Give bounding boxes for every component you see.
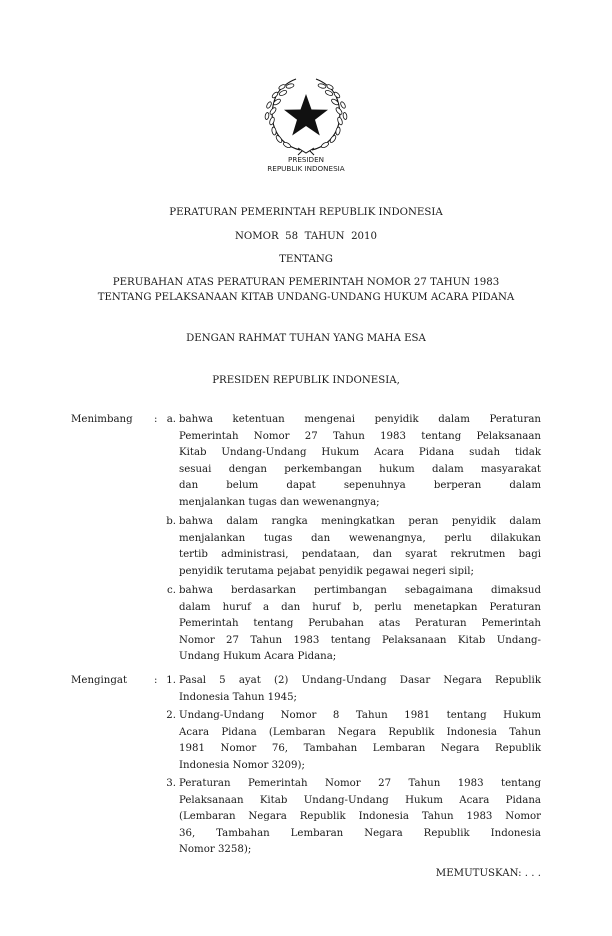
mengingat-marker-3: 3. [166, 778, 176, 789]
title-subject-line1: PERUBAHAN ATAS PERATURAN PEMERINTAH NOMOR 27 TAHUN 1983 [112, 277, 500, 288]
mengingat-marker-1: 1. [166, 675, 176, 686]
continuation-marker: MEMUTUSKAN: . . . [435, 868, 541, 879]
mengingat-label: Mengingat [71, 675, 128, 686]
emblem-caption-presiden: PRESIDEN [287, 155, 324, 164]
emblem-caption-republik: REPUBLIK INDONESIA [267, 164, 345, 173]
text-line: Undang Hukum Acara Pidana; [179, 651, 337, 663]
menimbang-marker-a: a. [166, 414, 176, 425]
text-line: 36, Tambahan Lembaran Negara Republik Indonesia [179, 827, 541, 839]
menimbang-label: Menimbang [71, 414, 133, 425]
text-line: Pemerintah Nomor 27 Tahun 1983 tentang Pelaksanaan [179, 430, 541, 442]
text-line: dan belum dapat sepenuhnya berperan dalam [179, 480, 541, 492]
text-line: tertib administrasi, pendataan, dan syarat rekrutmen bagi [179, 549, 541, 561]
preamble-presiden: PRESIDEN REPUBLIK INDONESIA, [212, 375, 400, 386]
text-line: Peraturan Pemerintah Nomor 27 Tahun 1983 tentang [179, 778, 541, 789]
text-line: Pemerintah tentang Perubahan atas Peraturan Pemerintah [179, 618, 541, 630]
text-line: Indonesia Nomor 3209); [179, 759, 305, 771]
title-number: NOMOR 58 TAHUN 2010 [234, 231, 378, 242]
menimbang-item-b [179, 514, 541, 580]
mengingat-colon: : [154, 675, 158, 686]
text-line: Pasal 5 ayat (2) Undang-Undang Dasar Negara Republik [179, 675, 541, 686]
text-line: Nomor 27 Tahun 1983 tentang Pelaksanaan Kitab Undang- [179, 634, 541, 646]
text-line: menjalankan tugas dan wewenangnya; [179, 496, 380, 508]
text-line: Pelaksanaan Kitab Undang-Undang Hukum Acara Pidana [179, 794, 541, 806]
title-subject-line2: TENTANG PELAKSANAAN KITAB UNDANG-UNDANG HUKUM ACARA PIDANA [97, 292, 515, 303]
text-line: Indonesia Tahun 1945; [179, 691, 297, 703]
text-line: Undang-Undang Nomor 8 Tahun 1981 tentang Hukum [179, 710, 541, 721]
text-line: Nomor 3258); [179, 844, 252, 856]
text-line: menjalankan tugas dan wewenangnya, perlu dilakukan [179, 532, 541, 544]
menimbang-marker-b: b. [166, 516, 176, 527]
preamble-rahmat: DENGAN RAHMAT TUHAN YANG MAHA ESA [186, 333, 426, 344]
text-line: 1981 Nomor 76, Tambahan Lembaran Negara Republik [179, 743, 541, 755]
menimbang-colon: : [154, 414, 158, 425]
text-line: Acara Pidana (Lembaran Negara Republik Indonesia Tahun [179, 726, 541, 738]
menimbang-item-a [179, 412, 541, 512]
title-regulation: PERATURAN PEMERINTAH REPUBLIK INDONESIA [169, 207, 443, 218]
mengingat-item-1 [179, 673, 541, 706]
text-line: penyidik terutama pejabat penyidik pegawai negeri sipil; [179, 565, 474, 577]
menimbang-marker-c: c. [167, 585, 176, 596]
text-line: bahwa berdasarkan pertimbangan sebagaimana dimaksud [179, 585, 541, 596]
text-line: dalam huruf a dan huruf b, perlu menetapkan Peraturan [179, 601, 541, 613]
text-line: (Lembaran Negara Republik Indonesia Tahun 1983 Nomor [179, 811, 541, 823]
text-line: bahwa dalam rangka meningkatkan peran penyidik dalam [179, 516, 541, 527]
text-line: sesuai dengan perkembangan hukum dalam masyarakat [179, 463, 541, 475]
mengingat-item-3 [179, 776, 541, 859]
presidential-emblem-icon [262, 76, 350, 156]
title-tentang: TENTANG [279, 254, 333, 265]
menimbang-item-c [179, 583, 541, 666]
text-line: bahwa ketentuan mengenai penyidik dalam Peraturan [179, 414, 541, 425]
mengingat-item-2 [179, 708, 541, 774]
mengingat-marker-2: 2. [166, 710, 176, 721]
text-line: Kitab Undang-Undang Hukum Acara Pidana sudah tidak [179, 447, 541, 459]
